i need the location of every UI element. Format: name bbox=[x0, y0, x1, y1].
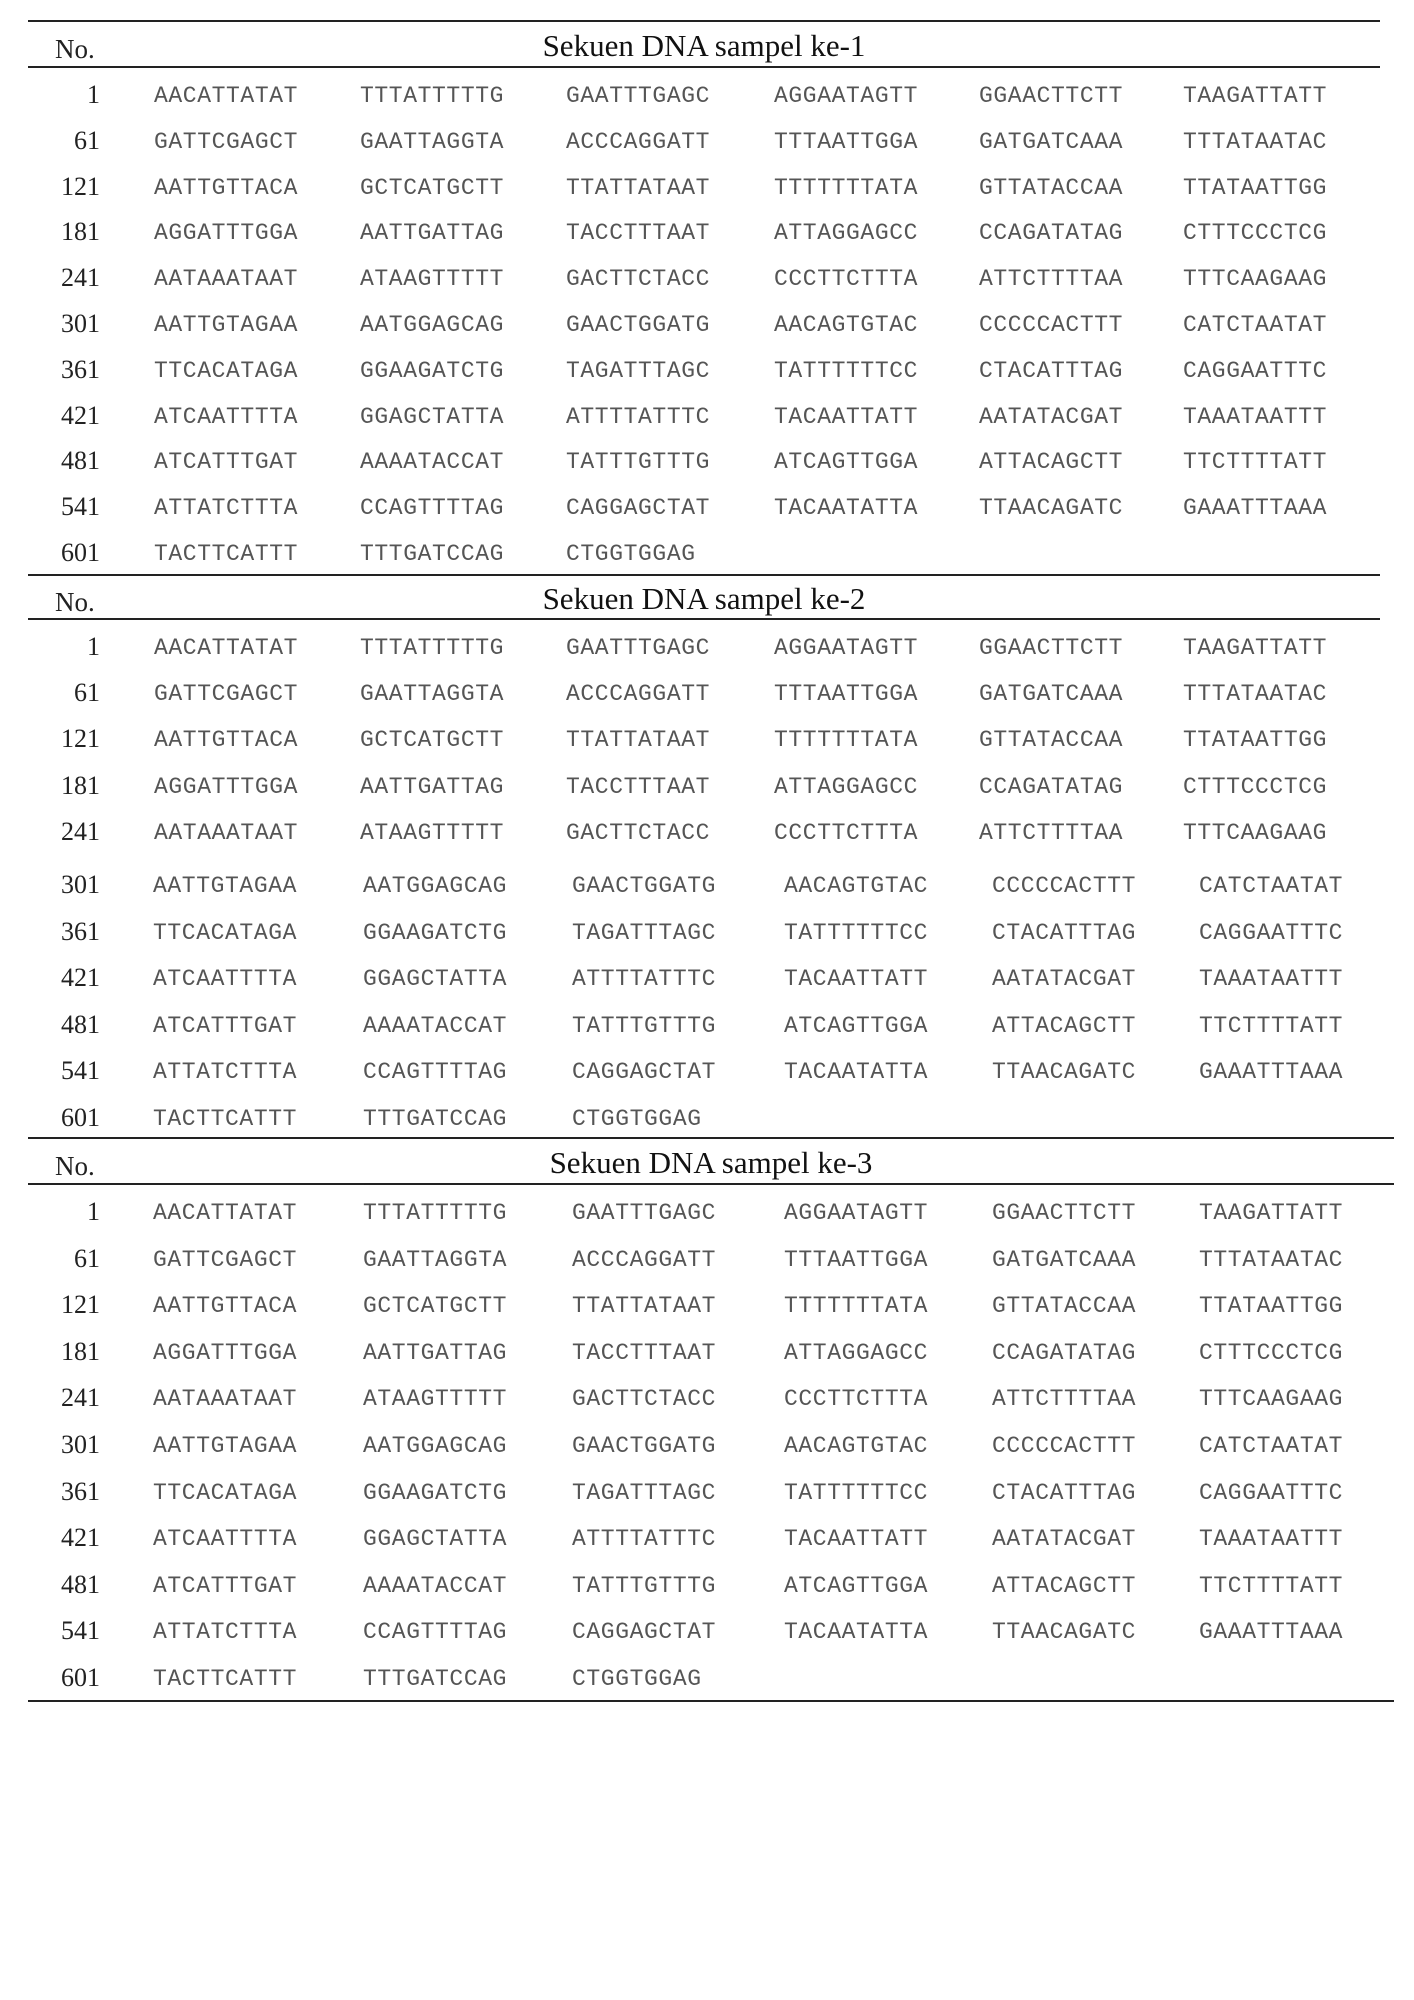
sequence-group: ATTTTATTTC bbox=[572, 966, 717, 993]
sequence-row bbox=[0, 120, 1414, 166]
sequence-group: AATTGATTAG bbox=[360, 773, 505, 800]
position-number: 301 bbox=[61, 309, 100, 338]
sequence-group: TAGATTTAGC bbox=[572, 919, 717, 946]
sequence-row bbox=[0, 1284, 1414, 1330]
sequence-group: AATGGAGCAG bbox=[363, 1433, 508, 1459]
sequence-group: AACATTATAT bbox=[154, 83, 299, 109]
sequence-group: ATTAGGAGCC bbox=[774, 773, 919, 800]
sequence-group: GGAGCTATTA bbox=[363, 966, 508, 993]
sequence-group: TACAATTATT bbox=[774, 403, 919, 430]
sequence-group: CATCTAATAT bbox=[1183, 312, 1328, 338]
sequence-group: ATTTTATTTC bbox=[566, 403, 711, 430]
sequence-group: TATTTTTTCC bbox=[784, 1479, 929, 1506]
sequence-row bbox=[0, 211, 1414, 257]
sequence-group: TATTTTTTCC bbox=[774, 357, 919, 384]
sequence-group: ATCATTTGAT bbox=[153, 1012, 298, 1039]
sequence-group: AATAAATAAT bbox=[153, 1386, 298, 1413]
sequence-group: ATCAGTTGGA bbox=[784, 1012, 929, 1039]
position-number: 181 bbox=[61, 1336, 100, 1366]
sequence-group: TACAATATTA bbox=[784, 1059, 929, 1086]
sequence-group: TAAATAATTT bbox=[1199, 1526, 1344, 1553]
sequence-row bbox=[0, 718, 1414, 764]
sequence-group: AATTGTAGAA bbox=[153, 1433, 298, 1459]
sequence-group: TTATAATTGG bbox=[1183, 174, 1328, 201]
sequence-group: CCCTTCTTTA bbox=[784, 1386, 929, 1413]
sequence-group: ATTACAGCTT bbox=[992, 1012, 1137, 1039]
sequence-group: AATATACGAT bbox=[992, 1526, 1137, 1553]
sequence-group: AGGAATAGTT bbox=[774, 635, 919, 661]
sequence-group: CCCTTCTTTA bbox=[774, 819, 919, 846]
sequence-row bbox=[0, 1564, 1414, 1610]
position-number: 301 bbox=[61, 870, 100, 899]
sequence-group: GAAATTTAAA bbox=[1199, 1059, 1344, 1086]
position-number: 1 bbox=[87, 1197, 100, 1226]
sequence-group: GACTTCTACC bbox=[572, 1386, 717, 1413]
sequence-group: AGGAATAGTT bbox=[774, 83, 919, 109]
sequence-row bbox=[0, 166, 1414, 212]
sequence-row bbox=[0, 1657, 1414, 1703]
sequence-group: GACTTCTACC bbox=[566, 266, 711, 293]
sequence-group: TTTAATTGGA bbox=[774, 681, 919, 708]
sequence-group: AAAATACCAT bbox=[360, 449, 505, 476]
sequence-group: TACTTCATTT bbox=[154, 541, 299, 567]
sequence-group: TTCACATAGA bbox=[153, 919, 298, 946]
column-header-no: No. bbox=[55, 587, 95, 617]
sequence-group: TTAACAGATC bbox=[979, 495, 1124, 522]
sequence-group: CCCTTCTTTA bbox=[774, 266, 919, 293]
sequence-group: TACAATTATT bbox=[784, 1526, 929, 1553]
sequence-group: GAATTAGGTA bbox=[363, 1246, 508, 1273]
sequence-group: GGAGCTATTA bbox=[363, 1526, 508, 1553]
sequence-group: ACCCAGGATT bbox=[566, 681, 711, 708]
position-number: 421 bbox=[61, 400, 100, 430]
sequence-group: ATCAGTTGGA bbox=[774, 449, 919, 476]
sequence-group: GGAAGATCTG bbox=[363, 1479, 508, 1506]
sequence-row bbox=[0, 672, 1414, 718]
sequence-group: AATTGTTACA bbox=[153, 1293, 298, 1320]
sequence-group: TTTTTTTATA bbox=[774, 174, 919, 201]
sequence-group: TACTTCATTT bbox=[153, 1666, 298, 1692]
sequence-group: TAAATAATTT bbox=[1199, 966, 1344, 993]
sequence-row bbox=[0, 1191, 1414, 1237]
sequence-group: GAAATTTAAA bbox=[1199, 1619, 1344, 1646]
sequence-group: GATTCGAGCT bbox=[154, 128, 299, 155]
sequence-group: TTTATAATAC bbox=[1199, 1246, 1344, 1273]
sequence-group: TTTATTTTTG bbox=[363, 1200, 508, 1226]
sequence-group: ATAAGTTTTT bbox=[360, 819, 505, 846]
sequence-group: ATTAGGAGCC bbox=[784, 1339, 929, 1366]
sequence-group: TACCTTTAAT bbox=[566, 220, 711, 247]
sequence-group: TTATTATAAT bbox=[572, 1293, 717, 1320]
sequence-group: ATTCTTTTAA bbox=[979, 819, 1124, 846]
position-number: 481 bbox=[61, 1569, 100, 1599]
sequence-group: TTTCAAGAAG bbox=[1199, 1386, 1344, 1413]
sequence-group: AAAATACCAT bbox=[363, 1012, 508, 1039]
sequence-group: GATGATCAAA bbox=[992, 1246, 1137, 1273]
block-title: Sekuen DNA sampel ke-1 bbox=[542, 28, 866, 63]
position-number: 541 bbox=[61, 492, 100, 522]
sequence-row bbox=[0, 957, 1414, 1003]
sequence-row bbox=[0, 911, 1414, 957]
sequence-group: GCTCATGCTT bbox=[363, 1293, 508, 1320]
sequence-group: TAAATAATTT bbox=[1183, 403, 1328, 430]
sequence-row bbox=[0, 811, 1414, 857]
sequence-group: ATCATTTGAT bbox=[153, 1572, 298, 1599]
sequence-row bbox=[0, 395, 1414, 441]
sequence-group: TTCACATAGA bbox=[154, 357, 299, 384]
sequence-group: GTTATACCAA bbox=[992, 1293, 1137, 1320]
sequence-group: GAATTTGAGC bbox=[572, 1200, 717, 1226]
sequence-group: TTTATTTTTG bbox=[360, 635, 505, 661]
sequence-group: TAGATTTAGC bbox=[572, 1479, 717, 1506]
block-header bbox=[28, 22, 1380, 68]
sequence-group: TAGATTTAGC bbox=[566, 357, 711, 384]
sequence-group: TTATAATTGG bbox=[1183, 727, 1328, 754]
sequence-group: TTTGATCCAG bbox=[360, 541, 505, 567]
position-number: 121 bbox=[61, 171, 100, 201]
sequence-group: GGAGCTATTA bbox=[360, 403, 505, 430]
sequence-group: GGAACTTCTT bbox=[992, 1200, 1137, 1226]
position-number: 181 bbox=[61, 770, 100, 800]
sequence-group: CTGGTGGAG bbox=[572, 1666, 702, 1692]
sequence-group: AATTGATTAG bbox=[360, 220, 505, 247]
sequence-group: AGGATTTGGA bbox=[154, 220, 299, 247]
sequence-group: ATCAATTTTA bbox=[153, 966, 298, 993]
position-number: 361 bbox=[61, 1476, 100, 1506]
sequence-group: AACAGTGTAC bbox=[784, 1433, 929, 1459]
sequence-group: AAAATACCAT bbox=[363, 1572, 508, 1599]
position-number: 61 bbox=[74, 1243, 100, 1273]
sequence-group: TATTTGTTTG bbox=[566, 449, 711, 476]
sequence-group: AACAGTGTAC bbox=[784, 873, 929, 899]
sequence-group: ATCAATTTTA bbox=[153, 1526, 298, 1553]
sequence-group: CCCCCACTTT bbox=[979, 312, 1124, 338]
sequence-row bbox=[0, 349, 1414, 395]
sequence-group: GATGATCAAA bbox=[979, 128, 1124, 155]
sequence-group: CCAGATATAG bbox=[979, 220, 1124, 247]
position-number: 1 bbox=[87, 80, 100, 109]
sequence-group: CATCTAATAT bbox=[1199, 873, 1344, 899]
sequence-group: ATCAGTTGGA bbox=[784, 1572, 929, 1599]
sequence-group: AACAGTGTAC bbox=[774, 312, 919, 338]
sequence-row bbox=[0, 1004, 1414, 1050]
sequence-group: CCAGATATAG bbox=[992, 1339, 1137, 1366]
sequence-row bbox=[0, 303, 1414, 349]
sequence-group: TAAGATTATT bbox=[1183, 83, 1328, 109]
sequence-group: GGAACTTCTT bbox=[979, 635, 1124, 661]
sequence-group: GGAACTTCTT bbox=[979, 83, 1124, 109]
column-header-no: No. bbox=[55, 34, 95, 64]
sequence-group: TTTATAATAC bbox=[1183, 681, 1328, 708]
sequence-group: CTGGTGGAG bbox=[566, 541, 696, 567]
sequence-group: AACATTATAT bbox=[154, 635, 299, 661]
sequence-group: GATTCGAGCT bbox=[153, 1246, 298, 1273]
position-number: 541 bbox=[61, 1056, 100, 1086]
position-number: 121 bbox=[61, 724, 100, 754]
sequence-row bbox=[0, 1331, 1414, 1377]
sequence-group: ACCCAGGATT bbox=[566, 128, 711, 155]
sequence-row bbox=[0, 765, 1414, 811]
sequence-group: TTTGATCCAG bbox=[363, 1666, 508, 1692]
sequence-group: TTTATTTTTG bbox=[360, 83, 505, 109]
position-number: 121 bbox=[61, 1290, 100, 1320]
sequence-group: ATTACAGCTT bbox=[979, 449, 1124, 476]
sequence-group: ATTACAGCTT bbox=[992, 1572, 1137, 1599]
sequence-row bbox=[0, 1050, 1414, 1096]
block-title: Sekuen DNA sampel ke-2 bbox=[542, 581, 866, 616]
sequence-group: CAGGAATTTC bbox=[1199, 1479, 1344, 1506]
position-number: 241 bbox=[61, 263, 100, 293]
sequence-group: TTTCAAGAAG bbox=[1183, 266, 1328, 293]
position-number: 241 bbox=[61, 1383, 100, 1413]
sequence-group: CTACATTTAG bbox=[992, 1479, 1137, 1506]
position-number: 421 bbox=[61, 1523, 100, 1553]
sequence-row bbox=[0, 1610, 1414, 1656]
sequence-group: CCAGTTTTAG bbox=[363, 1059, 508, 1086]
sequence-group: TTTCAAGAAG bbox=[1183, 819, 1328, 846]
sequence-group: ATTATCTTTA bbox=[153, 1059, 298, 1086]
sequence-group: GGAAGATCTG bbox=[360, 357, 505, 384]
sequence-group: TAAGATTATT bbox=[1199, 1200, 1344, 1226]
sequence-group: AATTGTTACA bbox=[154, 727, 299, 754]
sequence-group: CCAGTTTTAG bbox=[363, 1619, 508, 1646]
sequence-group: TTATTATAAT bbox=[566, 727, 711, 754]
sequence-group: AATATACGAT bbox=[979, 403, 1124, 430]
sequence-group: AATAAATAAT bbox=[154, 266, 299, 293]
sequence-group: GACTTCTACC bbox=[566, 819, 711, 846]
sequence-row bbox=[0, 1424, 1414, 1470]
sequence-group: CCCCCACTTT bbox=[992, 1433, 1137, 1459]
sequence-group: TTTAATTGGA bbox=[774, 128, 919, 155]
position-number: 361 bbox=[61, 354, 100, 384]
sequence-group: GCTCATGCTT bbox=[360, 727, 505, 754]
sequence-row bbox=[0, 440, 1414, 486]
sequence-group: TTATTATAAT bbox=[566, 174, 711, 201]
position-number: 421 bbox=[61, 963, 100, 993]
sequence-row bbox=[0, 1377, 1414, 1423]
sequence-row bbox=[0, 74, 1414, 120]
block-title: Sekuen DNA sampel ke-3 bbox=[549, 1145, 873, 1180]
sequence-group: CCAGATATAG bbox=[979, 773, 1124, 800]
sequence-group: CAGGAGCTAT bbox=[566, 495, 711, 522]
sequence-row bbox=[0, 532, 1414, 578]
sequence-group: TTTTTTTATA bbox=[784, 1293, 929, 1320]
sequence-group: AGGATTTGGA bbox=[154, 773, 299, 800]
sequence-group: TTAACAGATC bbox=[992, 1059, 1137, 1086]
sequence-group: ATTTTATTTC bbox=[572, 1526, 717, 1553]
sequence-group: GAATTTGAGC bbox=[566, 635, 711, 661]
sequence-group: ACCCAGGATT bbox=[572, 1246, 717, 1273]
sequence-group: TATTTGTTTG bbox=[572, 1012, 717, 1039]
sequence-group: CCCCCACTTT bbox=[992, 873, 1137, 899]
sequence-group: GAATTAGGTA bbox=[360, 681, 505, 708]
sequence-group: TACCTTTAAT bbox=[572, 1339, 717, 1366]
sequence-group: CTTTCCCTCG bbox=[1183, 773, 1328, 800]
sequence-group: TTCTTTTATT bbox=[1183, 449, 1328, 476]
sequence-group: ATTATCTTTA bbox=[154, 495, 299, 522]
sequence-group: CAGGAATTTC bbox=[1199, 919, 1344, 946]
position-number: 601 bbox=[61, 1663, 100, 1692]
block-header bbox=[28, 1139, 1394, 1185]
sequence-group: ATCAATTTTA bbox=[154, 403, 299, 430]
sequence-group: CAGGAGCTAT bbox=[572, 1619, 717, 1646]
sequence-group: GATGATCAAA bbox=[979, 681, 1124, 708]
block-header bbox=[28, 575, 1380, 621]
sequence-group: AATTGATTAG bbox=[363, 1339, 508, 1366]
sequence-group: GAATTAGGTA bbox=[360, 128, 505, 155]
sequence-group: TTAACAGATC bbox=[992, 1619, 1137, 1646]
sequence-group: ATCATTTGAT bbox=[154, 449, 299, 476]
position-number: 361 bbox=[61, 916, 100, 946]
position-number: 601 bbox=[61, 538, 100, 567]
sequence-group: GTTATACCAA bbox=[979, 727, 1124, 754]
sequence-group: GATTCGAGCT bbox=[154, 681, 299, 708]
sequence-group: TTTAATTGGA bbox=[784, 1246, 929, 1273]
sequence-row bbox=[0, 1471, 1414, 1517]
position-number: 481 bbox=[61, 446, 100, 476]
sequence-group: ATTCTTTTAA bbox=[992, 1386, 1137, 1413]
position-number: 61 bbox=[74, 678, 100, 708]
sequence-group: CCAGTTTTAG bbox=[360, 495, 505, 522]
sequence-group: TTCTTTTATT bbox=[1199, 1012, 1344, 1039]
sequence-group: TTTATAATAC bbox=[1183, 128, 1328, 155]
sequence-group: TACCTTTAAT bbox=[566, 773, 711, 800]
sequence-group: TTCACATAGA bbox=[153, 1479, 298, 1506]
sequence-group: GTTATACCAA bbox=[979, 174, 1124, 201]
sequence-group: CAGGAGCTAT bbox=[572, 1059, 717, 1086]
sequence-group: ATTAGGAGCC bbox=[774, 220, 919, 247]
sequence-group: CTACATTTAG bbox=[979, 357, 1124, 384]
sequence-group: AACATTATAT bbox=[153, 1200, 298, 1226]
sequence-group: CAGGAATTTC bbox=[1183, 357, 1328, 384]
sequence-group: ATTATCTTTA bbox=[153, 1619, 298, 1646]
sequence-group: TACAATTATT bbox=[784, 966, 929, 993]
position-number: 301 bbox=[61, 1430, 100, 1459]
sequence-group: GCTCATGCTT bbox=[360, 174, 505, 201]
sequence-group: ATAAGTTTTT bbox=[360, 266, 505, 293]
position-number: 181 bbox=[61, 217, 100, 247]
sequence-row bbox=[0, 486, 1414, 532]
sequence-group: GAACTGGATG bbox=[566, 312, 711, 338]
sequence-group: TACAATATTA bbox=[784, 1619, 929, 1646]
sequence-row bbox=[0, 626, 1414, 672]
sequence-group: CATCTAATAT bbox=[1199, 1433, 1344, 1459]
sequence-group: GAAATTTAAA bbox=[1183, 495, 1328, 522]
sequence-group: AATTGTTACA bbox=[154, 174, 299, 201]
sequence-group: TATTTGTTTG bbox=[572, 1572, 717, 1599]
sequence-group: TAAGATTATT bbox=[1183, 635, 1328, 661]
position-number: 481 bbox=[61, 1009, 100, 1039]
position-number: 241 bbox=[61, 816, 100, 846]
sequence-group: GAACTGGATG bbox=[572, 873, 717, 899]
sequence-row bbox=[0, 1517, 1414, 1563]
sequence-row bbox=[0, 1238, 1414, 1284]
position-number: 1 bbox=[87, 632, 100, 661]
sequence-group: CTGGTGGAG bbox=[572, 1106, 702, 1132]
sequence-group: TACTTCATTT bbox=[153, 1106, 298, 1132]
sequence-group: AATATACGAT bbox=[992, 966, 1137, 993]
sequence-group: GAATTTGAGC bbox=[566, 83, 711, 109]
sequence-group: TTCTTTTATT bbox=[1199, 1572, 1344, 1599]
sequence-group: AATTGTAGAA bbox=[153, 873, 298, 899]
sequence-group: TTTGATCCAG bbox=[363, 1106, 508, 1132]
sequence-group: AGGAATAGTT bbox=[784, 1200, 929, 1226]
sequence-group: TTTTTTTATA bbox=[774, 727, 919, 754]
sequence-group: AATTGTAGAA bbox=[154, 312, 299, 338]
position-number: 601 bbox=[61, 1103, 100, 1132]
sequence-group: AATAAATAAT bbox=[154, 819, 299, 846]
sequence-group: ATAAGTTTTT bbox=[363, 1386, 508, 1413]
sequence-group: ATTCTTTTAA bbox=[979, 266, 1124, 293]
sequence-group: TATTTTTTCC bbox=[784, 919, 929, 946]
sequence-group: CTACATTTAG bbox=[992, 919, 1137, 946]
sequence-group: CTTTCCCTCG bbox=[1199, 1339, 1344, 1366]
sequence-row bbox=[0, 257, 1414, 303]
sequence-group: CTTTCCCTCG bbox=[1183, 220, 1328, 247]
sequence-row bbox=[0, 1097, 1414, 1143]
position-number: 61 bbox=[74, 125, 100, 155]
sequence-group: GGAAGATCTG bbox=[363, 919, 508, 946]
position-number: 541 bbox=[61, 1616, 100, 1646]
column-header-no: No. bbox=[55, 1151, 95, 1181]
sequence-group: AATGGAGCAG bbox=[360, 312, 505, 338]
sequence-group: AGGATTTGGA bbox=[153, 1339, 298, 1366]
sequence-row bbox=[0, 864, 1414, 910]
sequence-group: GAACTGGATG bbox=[572, 1433, 717, 1459]
sequence-group: TTATAATTGG bbox=[1199, 1293, 1344, 1320]
sequence-group: AATGGAGCAG bbox=[363, 873, 508, 899]
sequence-group: TACAATATTA bbox=[774, 495, 919, 522]
